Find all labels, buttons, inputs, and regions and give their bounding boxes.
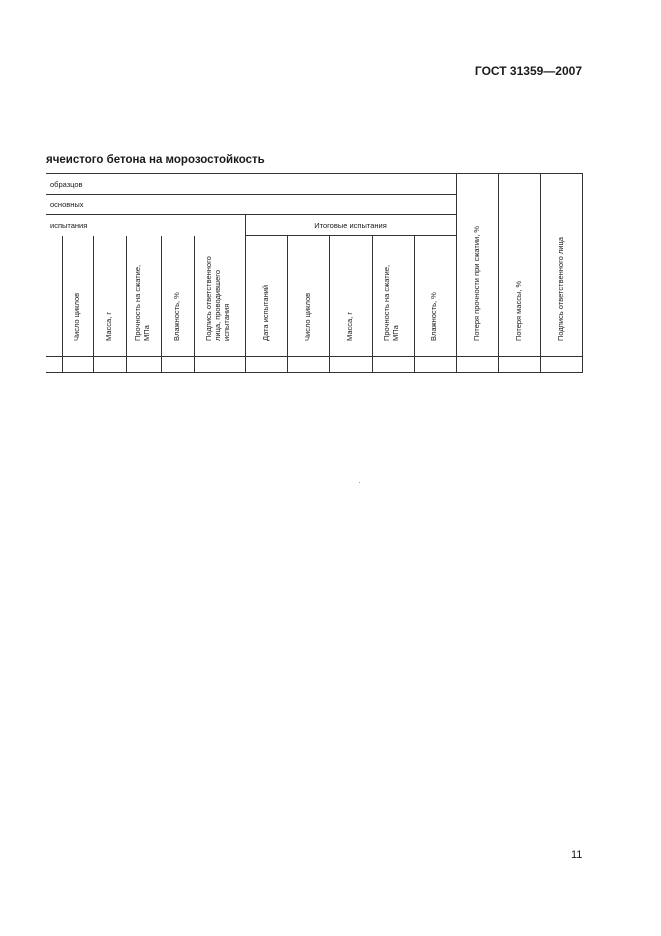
col-header-final-strength-unit: МПа	[391, 325, 400, 341]
col-header-strength-loss: Потеря прочности при сжатии, %	[472, 225, 481, 341]
col-header-test-date: Дата испытаний	[261, 284, 270, 341]
page-number: 11	[571, 849, 583, 861]
table-right-border	[582, 173, 583, 373]
document-code: ГОСТ 31359—2007	[474, 64, 582, 78]
col-header-final-cycles: Число циклов	[303, 292, 312, 341]
col-header-moisture: Влажность, %	[172, 292, 181, 341]
col-header-final-strength: Прочность на сжатие,	[382, 264, 391, 341]
group-header-final-tests: Итоговые испытания	[314, 221, 387, 230]
col-divider	[456, 173, 457, 373]
col-divider	[245, 214, 246, 373]
table-heading: ячеистого бетона на морозостойкость	[46, 154, 265, 166]
col-divider	[194, 236, 195, 373]
row-label-tests: испытания	[50, 221, 88, 230]
col-divider	[287, 236, 288, 373]
col-divider	[62, 236, 63, 373]
col-header-mass-loss: Потеря массы, %	[514, 280, 523, 341]
scan-speck	[359, 482, 360, 483]
col-header-signature-line3: испытания	[222, 303, 231, 341]
col-header-signature-line1: Подпись ответственного	[204, 256, 213, 341]
col-header-mass: Масса, г	[104, 311, 113, 341]
col-divider	[93, 236, 94, 373]
col-divider	[372, 236, 373, 373]
col-header-strength: Прочность на сжатие,	[133, 264, 142, 341]
col-divider	[540, 173, 541, 373]
col-divider	[498, 173, 499, 373]
col-header-responsible-signature: Подпись ответственного лица	[556, 237, 565, 341]
col-header-final-moisture: Влажность, %	[429, 292, 438, 341]
row-label-main: основных	[50, 200, 84, 209]
col-divider	[414, 236, 415, 373]
col-header-cycles: Число циклов	[72, 292, 81, 341]
col-header-signature-line2: лица, проводившего	[213, 270, 222, 341]
col-header-final-mass: Масса, г	[345, 311, 354, 341]
col-divider	[161, 236, 162, 373]
col-header-strength-unit: МПа	[142, 325, 151, 341]
table-row	[46, 357, 583, 372]
col-divider	[126, 236, 127, 373]
col-divider	[329, 236, 330, 373]
row-label-samples: образцов	[50, 180, 83, 189]
